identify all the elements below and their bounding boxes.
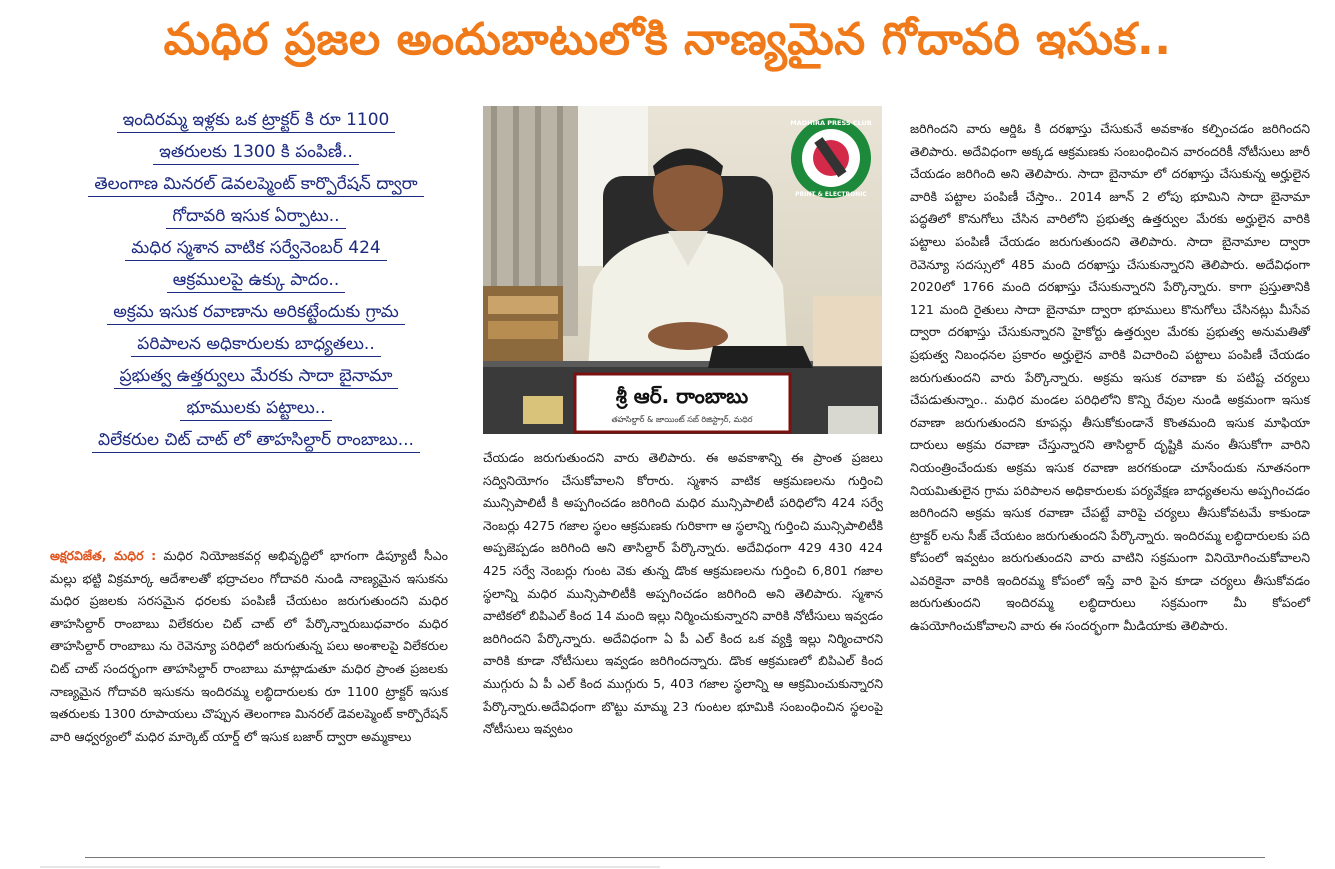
subhead: అక్రమ ఇసుక రవాణాను అరికట్టేందుకు గ్రామ xyxy=(50,296,462,328)
article-column-2 xyxy=(483,447,883,741)
article-text: మధిర నియోజకవర్గ అభివృద్ధిలో భాగంగా డిప్యూటీ సీఎం మల్లు భట్టి విక్రమార్క ఆదేశాలతో భద్రాచలం గోదావరి నుండి నాణ్యమైన ఇసుకను మధిర ప్రజలకు సరసమైన ధరలకు పంపిణీ చేయటం జరుగుతుందని మధిర తాహసిల్దార్ రాంబాబు విలేకరుల చిట్ చాట్ లో పేర్కొన్నారుబుధవారం మధిర తాహసిల్దార్ రాంబాబు ను రెవెన్యూ పరిధిలో జరుగుతున్న పలు అంశాలపై విలేకరుల చిట్ చాట్ సందర్భంగా తాహసిల్దార్ రాంబాబు మాట్లాడుతూ మధిర ప్రాంత ప్రజలకు నాణ్యమైన గోదావరి ఇసుకను ఇందిరమ్మ లబ్ధిదారులకు రూ 1100 ట్రాక్టర్ ఇసుక ఇతరులకు 1300 రూపాయలు చొప్పున తెలంగాణ మినరల్ డెవలప్మెంట్ కార్పొరేషన్ వారి ఆధ్వర్యంలో మధిర మార్కెట్ యార్డ్ లో ఇసుక బజార్ ద్వారా అమ్మకాలు xyxy=(50,548,448,744)
office-scene-image xyxy=(483,106,882,434)
divider xyxy=(40,866,660,868)
article-column-1 xyxy=(50,545,448,748)
caption-name: శ్రీ ఆర్. రాంబాబు xyxy=(615,384,749,408)
headline: మధిర ప్రజల అందుబాటులోకి నాణ్యమైన గోదావరి ఇసుక.. xyxy=(163,14,1172,65)
subhead: విలేకరుల చిట్ చాట్ లో తాహసిల్దార్ రాంబాబు... xyxy=(50,424,462,456)
subhead: పరిపాలన అధికారులకు బాధ్యతలు.. xyxy=(50,328,462,360)
official-photo xyxy=(483,106,882,434)
byline: అక్షరవిజేత, మధిర : xyxy=(50,548,157,563)
subhead: ఆక్రములపై ఉక్కు పాదం.. xyxy=(50,264,462,296)
subhead: మధిర స్మశాన వాటిక సర్వేనెంబర్ 424 xyxy=(50,232,462,264)
caption-title: తహసిల్దార్ & జాయింట్ సబ్ రిజిస్ట్రార్, మధిర xyxy=(611,415,753,424)
subhead: ఇతరులకు 1300 కి పంపిణీ.. xyxy=(50,136,462,168)
subhead: తెలంగాణ మినరల్ డెవలప్మెంట్ కార్పొరేషన్ ద్వారా xyxy=(50,168,462,200)
subhead: గోదావరి ఇసుక ఏర్పాటు.. xyxy=(50,200,462,232)
article-text: జరిగిందని వారు ఆర్డిఓ కి దరఖాస్తు చేసుకునే అవకాశం కల్పించడం జరిగిందని తెలిపారు. అదేవిధంగా అక్కడ ఆక్రమణకు సంబంధించిన వారందరికీ నోటీసులు జారీ చేయడం జరిగింది అని తెలిపారు. సాదా బైనామా లో దరఖాస్తు చేసుకున్న అర్హులైన వారికి పట్టాల పంపిణీ చేస్తాం.. 2014 జూన్ 2 లోపు భూమిని సాదా బైనామా పద్ధతిలో కొనుగోలు చేసిన వారిలోని ప్రభుత్వ ఉత్తర్వుల మేరకు అర్హులైన వారికి పట్టాలు పంపిణీ చేయడం జరుగుతుందని తెలిపారు. సాదా బైనామాల ద్వారా రెవెన్యూ సదస్సులో 485 మంది దరఖాస్తు చేసుకున్నారని తెలిపారు. అదేవిధంగా 2020లో 1766 మంది దరఖాస్తు చేసుకున్నారని పేర్కొన్నారు. కాగా ప్రస్తుతానికి 121 మంది రైతులు సాదా బైనామా ద్వారా భూములు కొనుగోలు చేసినట్లు మీసేవ ద్వారా దరఖాస్తు చేసుకున్నారని హైకోర్టు ఉత్తర్వుల మేరకు ప్రభుత్వ అనుమతితో ప్రభుత్వ నిబంధనల ప్రకారం అర్హులైన వారికి విచారించి పట్టాలు పంపిణీ చేయడం జరుగుతుందని వారు పేర్కొన్నారు. అక్రమ ఇసుక రవాణా కు పటిష్ట చర్యలు చేపడుతున్నాం.. మధిర మండల పరిధిలోని కొన్ని రేవుల నుండి అక్రమంగా ఇసుక రవాణా జరుగుతుందని కూపన్లు తీసుకోకుండానే కొంతమంది ఇసుక మాఫియా దారులు అక్రమ రవాణా చేస్తున్నారని తాసిల్దార్ దృష్టికి మనం తీసుకోగా వారిని నియంత్రించేందుకు అక్రమ ఇసుక రవాణా జరగకుండా చూసేందుకు నూతనంగా నియమితులైన గ్రామ పరిపాలన అధికారులకు పర్యవేక్షణ బాధ్యతలను అప్పగించడం జరిగిందని అక్రమ ఇసుక రవాణా చేపట్టే వారిపై చర్యలు తీసుకోవటమే కాకుండా ట్రాక్టర్ లను సీజ్ చేయటం జరుగుతుందని పేర్కొన్నారు. ఇందిరమ్మ లబ్ధిదారులకు పది కోపంలో ఇవ్వటం జరుగుతుందని వారు వాటిని సక్రమంగా వినియోగించుకోవాలని ఎవరికైనా వారికి ఇందిరమ్మ కోపంలో ఇస్తే వారి పైన కూడా చర్యలు తీసుకోవడం జరుగుతుందని ఇందిరమ్మ లబ్ధిదారులు సక్రమంగా మీ కోపంలో ఉపయోగించుకోవాలని వారు ఈ సందర్భంగా మీడియాకు తెలిపారు. xyxy=(910,121,1310,634)
subhead: భూములకు పట్టాలు.. xyxy=(50,392,462,424)
press-club-logo-icon xyxy=(790,118,872,198)
article-text: చేయడం జరుగుతుందని వారు తెలిపారు. ఈ అవకాశాన్ని ఈ ప్రాంత ప్రజలు సద్వినియోగం చేసుకోవాలని కోరారు. స్మశాన వాటిక ఆక్రమణలను గుర్తించి మున్సిపాలిటీ కి అప్పగించడం జరిగింది మధిర మున్సిపాలిటీ పరిధిలోని 424 సర్వే నెంబర్లు 4275 గజాల స్థలం ఆక్రమణకు గురికాగా ఆ స్థలాన్ని గుర్తించి మున్సిపాలిటీకి అప్పజెప్పడం జరిగింది అని తాసిల్దార్ పేర్కొన్నారు. అదేవిధంగా 429 430 424 425 సర్వే నెంబర్లు గుంట వెకు తున్న డొంక ఆక్రమణలను గుర్తించి 6,801 గజాల స్థలాన్ని మధిర మున్సిపాలిటీకి అప్పగించడం జరిగింది అని తెలిపారు. స్మశాన వాటికలో బిపిఎల్ కింద 14 మంది ఇల్లు నిర్మించుకున్నారని వారికి నోటీసులు ఇవ్వడం జరిగిందని పేర్కొన్నారు. అదేవిధంగా ఏ పీ ఎల్ కింద ఒక వ్యక్తి ఇల్లు నిర్మించారని వారికి కూడా నోటీసులు ఇవ్వడం జరిగిందన్నారు. డొంక ఆక్రమణలో బిపిఎల్ కింద ముగ్గురు ఏ పీ ఎల్ కింద ముగ్గురు 5, 403 గజాల స్థలాన్ని ఆ ఆక్రమించుకున్నారని పేర్కొన్నారు.అదేవిధంగా బొట్టు మామ్మ 23 గుంటల భూమికి సంబంధించిన స్థలంపై నోటీసులు ఇవ్వటం xyxy=(483,450,883,737)
svg-text:PRINT & ELECTRONIC: PRINT & ELECTRONIC xyxy=(795,191,867,198)
divider xyxy=(85,857,1265,858)
subhead: ఇందిరమ్మ ఇళ్లకు ఒక ట్రాక్టర్ కి రూ 1100 xyxy=(50,104,462,136)
subhead: ప్రభుత్వ ఉత్తర్వులు మేరకు సాదా బైనామా xyxy=(50,360,462,392)
subheadings xyxy=(50,104,462,456)
article-column-3 xyxy=(910,118,1310,638)
svg-text:MADHIRA PRESS CLUB: MADHIRA PRESS CLUB xyxy=(790,119,872,127)
